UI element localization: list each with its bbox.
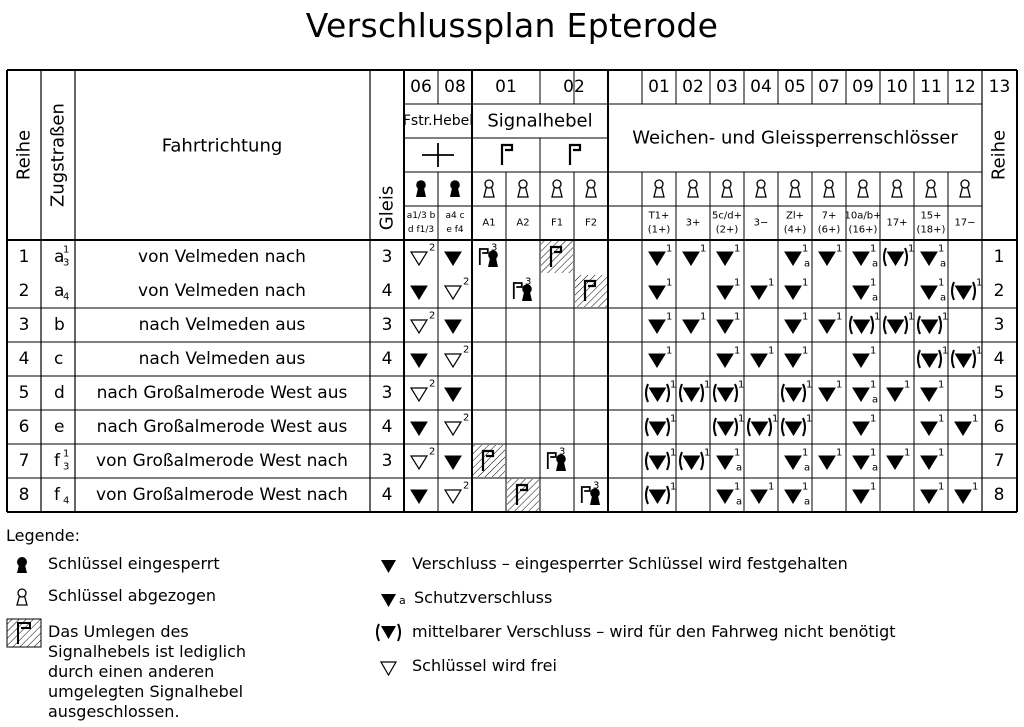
lock-symbol	[785, 354, 801, 367]
protective-lock-sub: a	[872, 462, 879, 474]
table-content	[14, 77, 1011, 511]
symbol-index: 1	[704, 447, 711, 459]
lever-sub-label: 7+	[821, 210, 837, 222]
route-id-sub: 3	[63, 461, 70, 473]
route-direction: von Velmeden nach	[138, 281, 306, 301]
symbol-index: 1	[666, 243, 673, 255]
row-number: 2	[18, 281, 30, 301]
symbol-index: 1	[908, 311, 915, 323]
lock-symbol	[752, 422, 768, 435]
signal-lever-symbol	[480, 249, 488, 265]
symbol-index: 1	[870, 481, 877, 493]
fahrtrichtung-header: Fahrtrichtung	[161, 135, 283, 157]
lock-symbol	[888, 252, 904, 265]
symbol-index: 1	[666, 277, 673, 289]
symbol-index: 1	[972, 481, 979, 493]
lock-symbol	[649, 286, 665, 299]
protective-lock-sub: a	[872, 292, 879, 304]
lock-symbol	[921, 388, 937, 401]
legend-key-locked: Schlüssel eingesperrt	[48, 554, 220, 573]
lever-sub-label: F2	[584, 217, 598, 229]
lever-sub-label: 17+	[886, 217, 908, 229]
route-id: f	[54, 451, 60, 471]
lock-symbol	[853, 388, 869, 401]
protective-lock-sub: a	[804, 496, 811, 508]
reihe-header: Reihe	[13, 129, 35, 181]
switch-number: 07	[818, 77, 840, 97]
lock-symbol	[684, 456, 700, 469]
lock-symbol	[853, 422, 869, 435]
legend-hatch-text: Das Umlegen des Signalhebels ist lediglich durch einen anderen umgelegten Signalhebel ausgeschlossen.	[48, 622, 247, 721]
signal-lever-label: Signalhebel	[487, 110, 593, 132]
symbol-index: 2	[463, 276, 470, 288]
lock-symbol	[411, 422, 427, 435]
track-number: 3	[381, 315, 393, 335]
key-removed-icon	[552, 180, 562, 197]
lock-symbol	[785, 286, 801, 299]
symbol-index: 1	[802, 447, 809, 459]
symbol-index: 1	[870, 447, 877, 459]
route-id: c	[54, 349, 64, 369]
legend-schutz: Schutzverschluss	[414, 588, 553, 607]
key-removed-icon	[586, 180, 596, 197]
switch-number: 03	[716, 77, 738, 97]
lock-symbol	[683, 320, 699, 333]
symbol-index: 1	[670, 447, 677, 459]
lever-sub-label: Zl+	[785, 210, 805, 222]
symbol-index: 1	[768, 277, 775, 289]
symbol-index: 1	[938, 413, 945, 425]
lock-symbol	[853, 286, 869, 299]
lock-symbol	[751, 286, 767, 299]
route-id: a	[54, 281, 65, 301]
lock-symbol	[411, 354, 427, 367]
track-number: 3	[381, 383, 393, 403]
lock-symbol	[445, 456, 461, 469]
legend-schutz-sub: a	[399, 594, 406, 607]
route-id: a	[54, 247, 65, 267]
lock-symbol	[921, 490, 937, 503]
lever-sub-label: e f4	[446, 225, 464, 235]
lock-symbol	[922, 320, 938, 333]
lock-symbol	[718, 422, 734, 435]
symbol-index: 1	[836, 311, 843, 323]
symbol-index: 3	[559, 446, 566, 458]
lock-symbol	[819, 252, 835, 265]
lever-sub-label: (6+)	[817, 224, 841, 236]
symbol-index: 2	[429, 242, 436, 254]
signal-lever-number: 02	[563, 77, 585, 97]
symbol-index: 1	[670, 481, 677, 493]
symbol-index: 1	[734, 481, 741, 493]
key-removed-icon	[518, 180, 528, 197]
reihe-header-right: Reihe	[988, 129, 1010, 181]
key-free-icon	[380, 660, 398, 676]
lock-symbol	[684, 388, 700, 401]
signal-icon	[502, 145, 512, 165]
lever-sub-label: A2	[516, 217, 530, 229]
lever-sub-label: T1+	[648, 210, 670, 222]
key-removed-icon	[790, 180, 800, 197]
route-direction: nach Velmeden aus	[138, 349, 306, 369]
key-removed-icon	[484, 180, 494, 197]
symbol-index: 1	[768, 481, 775, 493]
signal-lever-symbol	[514, 283, 522, 299]
track-number: 4	[381, 349, 393, 369]
key-removed-icon	[892, 180, 902, 197]
fstr-lever-number: 08	[444, 77, 466, 97]
symbol-index: 1	[704, 379, 711, 391]
protective-lock-sub: a	[872, 258, 879, 270]
lock-symbol	[717, 286, 733, 299]
lock-symbol	[853, 354, 869, 367]
lock-symbol	[411, 490, 427, 503]
row-number-right: 4	[993, 349, 1005, 369]
lever-sub-label: 3+	[685, 217, 701, 229]
switch-number: 12	[954, 77, 976, 97]
hatched-cell	[473, 445, 505, 477]
symbol-index: 1	[938, 481, 945, 493]
symbol-index: 2	[463, 344, 470, 356]
legend-free: Schlüssel wird frei	[412, 656, 557, 675]
track-number: 4	[381, 485, 393, 505]
lock-symbol	[649, 320, 665, 333]
key-free-symbol	[445, 286, 461, 299]
symbol-index: 1	[700, 243, 707, 255]
lock-symbol	[751, 490, 767, 503]
lock-symbol	[887, 388, 903, 401]
symbol-index: 1	[938, 243, 945, 255]
row-number-right: 5	[993, 383, 1005, 403]
key-free-symbol	[411, 456, 427, 469]
symbol-index: 1	[908, 243, 915, 255]
signal-lever-symbol	[548, 453, 556, 469]
symbol-index: 1	[972, 413, 979, 425]
zugstrassen-header: Zugstraßen	[47, 103, 69, 207]
lock-symbol	[955, 490, 971, 503]
lock-symbol	[411, 286, 427, 299]
legend	[6, 526, 1016, 726]
switch-number: 10	[886, 77, 908, 97]
row-number: 5	[18, 383, 30, 403]
lock-symbol	[717, 354, 733, 367]
symbol-index: 1	[802, 311, 809, 323]
route-direction: nach Velmeden aus	[138, 315, 306, 335]
lock-symbol	[445, 320, 461, 333]
symbol-index: 1	[870, 277, 877, 289]
symbol-index: 1	[802, 277, 809, 289]
key-free-symbol	[445, 490, 461, 503]
legend-key-removed: Schlüssel abgezogen	[48, 586, 217, 605]
protective-lock-sub: a	[736, 496, 743, 508]
route-id: b	[54, 315, 65, 335]
row-number: 3	[18, 315, 30, 335]
switch-number: 01	[648, 77, 670, 97]
lock-symbol	[786, 422, 802, 435]
lever-sub-label: 3−	[753, 217, 769, 229]
key-removed-icon	[824, 180, 834, 197]
route-direction: von Großalmerode West nach	[96, 451, 348, 471]
symbol-index: 2	[429, 446, 436, 458]
row-number-right: 8	[993, 485, 1005, 505]
symbol-index: 1	[802, 243, 809, 255]
signal-icon	[570, 145, 580, 165]
row-number: 1	[18, 247, 30, 267]
symbol-index: 1	[670, 379, 677, 391]
indirect-lock-icon	[374, 622, 404, 644]
lock-symbol	[921, 252, 937, 265]
protective-lock-sub: a	[872, 394, 879, 406]
legend-lock: Verschluss – eingesperrter Schlüssel wird festgehalten	[412, 554, 848, 573]
route-id-sup: 1	[63, 448, 70, 460]
route-id: e	[54, 417, 65, 437]
hatched-cell	[575, 275, 607, 307]
symbol-index: 1	[938, 379, 945, 391]
symbol-index: 1	[870, 243, 877, 255]
lever-sub-label: (2+)	[715, 224, 739, 236]
track-number: 3	[381, 247, 393, 267]
lock-symbol	[717, 456, 733, 469]
lever-sub-label: A1	[482, 217, 496, 229]
row-number-right: 3	[993, 315, 1005, 335]
symbol-index: 1	[734, 277, 741, 289]
row-number: 8	[18, 485, 30, 505]
route-direction: nach Großalmerode West aus	[96, 383, 348, 403]
switch-number: 02	[682, 77, 704, 97]
symbol-index: 1	[802, 481, 809, 493]
route-id-sup: 1	[63, 244, 70, 256]
lock-symbol	[717, 320, 733, 333]
route-id: d	[54, 383, 65, 403]
lock-symbol	[649, 252, 665, 265]
symbol-index: 1	[772, 413, 779, 425]
lock-symbol	[445, 388, 461, 401]
track-number: 3	[381, 451, 393, 471]
key-removed-icon	[722, 180, 732, 197]
symbol-index: 1	[938, 277, 945, 289]
symbol-index: 1	[802, 345, 809, 357]
lock-symbol	[785, 320, 801, 333]
symbol-index: 2	[463, 412, 470, 424]
lever-sub-label: 15+	[920, 210, 942, 222]
symbol-index: 1	[904, 379, 911, 391]
route-id-sub: 4	[63, 291, 70, 303]
protective-lock-sub: a	[804, 258, 811, 270]
protective-lock-sub: a	[736, 462, 743, 474]
symbol-index: 1	[836, 379, 843, 391]
symbol-index: 1	[870, 379, 877, 391]
symbol-index: 1	[734, 311, 741, 323]
lock-symbol	[956, 286, 972, 299]
lock-symbol	[955, 422, 971, 435]
lock-symbol	[853, 456, 869, 469]
symbol-index: 1	[734, 243, 741, 255]
hatched-cell	[541, 241, 573, 273]
key-free-symbol	[411, 320, 427, 333]
switch-number: 04	[750, 77, 772, 97]
hatched-signal-icon	[6, 618, 42, 648]
symbol-index: 3	[593, 480, 600, 492]
lock-symbol	[650, 456, 666, 469]
lock-symbol	[888, 320, 904, 333]
key-removed-icon	[688, 180, 698, 197]
symbol-index: 1	[670, 413, 677, 425]
lock-symbol	[921, 286, 937, 299]
row-number: 7	[18, 451, 30, 471]
lock-symbol	[819, 388, 835, 401]
symbol-index: 1	[806, 379, 813, 391]
lever-sub-label: d f1/3	[407, 225, 435, 235]
lever-sub-label: (4+)	[783, 224, 807, 236]
symbol-index: 2	[429, 378, 436, 390]
key-removed-icon	[654, 180, 664, 197]
lock-symbol	[921, 422, 937, 435]
symbol-index: 1	[734, 447, 741, 459]
lock-symbol	[956, 354, 972, 367]
lock-symbol	[649, 354, 665, 367]
lock-symbol	[650, 490, 666, 503]
switch-lock-label: Weichen- und Gleissperrenschlösser	[632, 127, 958, 149]
lock-icon	[380, 558, 398, 574]
key-removed-icon	[14, 588, 32, 608]
lever-sub-label: F1	[550, 217, 564, 229]
lever-sub-label: (16+)	[848, 224, 878, 236]
lever-sub-label: 10a/b+	[844, 210, 882, 222]
symbol-index: 1	[666, 311, 673, 323]
lock-symbol	[785, 490, 801, 503]
route-id: f	[54, 485, 60, 505]
lever-sub-label: a1/3 b	[406, 211, 436, 221]
lock-symbol	[922, 354, 938, 367]
key-free-symbol	[445, 422, 461, 435]
symbol-index: 1	[938, 447, 945, 459]
route-direction: von Velmeden nach	[138, 247, 306, 267]
symbol-index: 1	[870, 413, 877, 425]
hatched-cell	[507, 479, 539, 511]
lever-sub-label: (18+)	[916, 224, 946, 236]
route-id-sub: 3	[63, 257, 70, 269]
symbol-index: 2	[429, 310, 436, 322]
symbol-index: 1	[976, 277, 983, 289]
symbol-index: 1	[700, 311, 707, 323]
symbol-index: 1	[870, 345, 877, 357]
lock-symbol	[717, 252, 733, 265]
symbol-index: 1	[904, 447, 911, 459]
protective-lock-sub: a	[940, 258, 947, 270]
symbol-index: 1	[738, 379, 745, 391]
lock-symbol	[854, 320, 870, 333]
protective-lock-sub: a	[804, 462, 811, 474]
lever-sub-label: a4 c	[445, 211, 465, 221]
lock-symbol	[921, 456, 937, 469]
protective-lock-sub: a	[940, 292, 947, 304]
row-number: 4	[18, 349, 30, 369]
route-direction: von Großalmerode West nach	[96, 485, 348, 505]
lock-symbol	[718, 388, 734, 401]
key-locked-icon	[416, 180, 426, 197]
symbol-index: 1	[734, 345, 741, 357]
switch-number: 09	[852, 77, 874, 97]
lever-sub-label: (1+)	[647, 224, 671, 236]
symbol-index: 1	[836, 243, 843, 255]
lever-sub-label: 17−	[954, 217, 976, 229]
lock-symbol	[853, 490, 869, 503]
key-free-symbol	[445, 354, 461, 367]
switch-number: 05	[784, 77, 806, 97]
key-locked-icon	[450, 180, 460, 197]
switch-number: 11	[920, 77, 942, 97]
lock-symbol	[819, 320, 835, 333]
lock-symbol	[853, 252, 869, 265]
symbol-index: 3	[525, 276, 532, 288]
lever-sub-label: 5c/d+	[712, 210, 742, 222]
symbol-index: 1	[874, 311, 881, 323]
legend-title: Legende:	[6, 526, 81, 545]
signal-lever-symbol	[582, 487, 590, 503]
lock-symbol	[445, 252, 461, 265]
route-direction: nach Großalmerode West aus	[96, 417, 348, 437]
signal-lever-number: 01	[495, 77, 517, 97]
fstr-lever-number: 06	[410, 77, 432, 97]
key-locked-icon	[14, 556, 32, 576]
track-number: 4	[381, 417, 393, 437]
row-number-right: 6	[993, 417, 1005, 437]
gleis-header: Gleis	[376, 185, 398, 231]
key-free-symbol	[411, 252, 427, 265]
row-number-right: 7	[993, 451, 1005, 471]
symbol-index: 2	[463, 480, 470, 492]
symbol-index: 1	[836, 447, 843, 459]
lock-symbol	[683, 252, 699, 265]
symbol-index: 1	[942, 345, 949, 357]
lock-symbol	[786, 388, 802, 401]
row-number-right: 1	[993, 247, 1005, 267]
lock-symbol	[717, 490, 733, 503]
key-removed-icon	[858, 180, 868, 197]
lock-symbol	[819, 456, 835, 469]
symbol-index: 1	[976, 345, 983, 357]
symbol-index: 1	[738, 413, 745, 425]
lock-symbol	[650, 388, 666, 401]
fstr-lever-label: Fstr.Hebel	[402, 113, 474, 129]
lock-symbol	[650, 422, 666, 435]
lock-symbol	[887, 456, 903, 469]
row-number: 6	[18, 417, 30, 437]
lock-symbol	[785, 456, 801, 469]
lock-symbol	[785, 252, 801, 265]
key-free-symbol	[411, 388, 427, 401]
lock-symbol	[751, 354, 767, 367]
page-title: Verschlussplan Epterode	[305, 6, 719, 45]
key-removed-icon	[756, 180, 766, 197]
symbol-index: 3	[491, 242, 498, 254]
legend-indirect: mittelbarer Verschluss – wird für den Fahrweg nicht benötigt	[412, 622, 896, 641]
symbol-index: 1	[768, 345, 775, 357]
track-number: 4	[381, 281, 393, 301]
key-removed-icon	[926, 180, 936, 197]
symbol-index: 1	[942, 311, 949, 323]
symbol-index: 1	[666, 345, 673, 357]
key-removed-icon	[960, 180, 970, 197]
switch-number: 13	[988, 77, 1011, 97]
route-id-sub: 4	[63, 495, 70, 507]
symbol-index: 1	[806, 413, 813, 425]
row-number-right: 2	[993, 281, 1005, 301]
